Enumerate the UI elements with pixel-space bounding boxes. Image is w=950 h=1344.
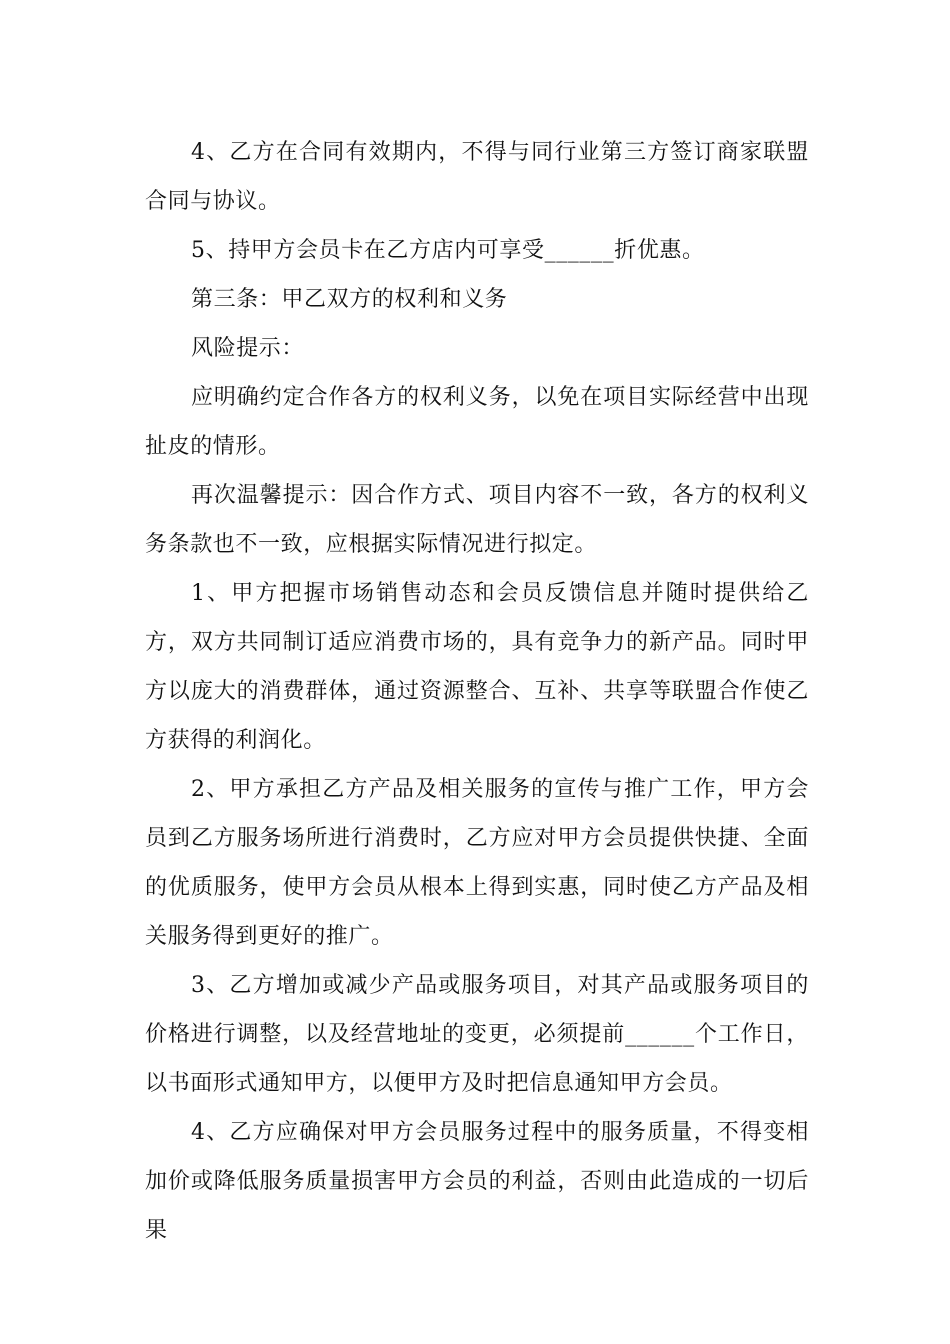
paragraph-text-after-blank: 折优惠。 bbox=[614, 238, 705, 263]
risk-notice-label bbox=[145, 324, 809, 373]
paragraph-text: 再次温馨提示：因合作方式、项目内容不一致，各方的权利义务条款也不一致，应根据实际情况进行拟定。 bbox=[145, 483, 809, 557]
paragraph-text: 5、持甲方会员卡在乙方店内可享受 bbox=[191, 238, 545, 263]
risk-notice-body bbox=[145, 373, 809, 471]
paragraph-text: 4、乙方在合同有效期内，不得与同行业第三方签订商家联盟合同与协议。 bbox=[145, 140, 809, 214]
paragraph-right-3 bbox=[145, 961, 809, 1108]
paragraph-clause-4-no-competitor bbox=[145, 128, 809, 226]
paragraph-right-4 bbox=[145, 1108, 809, 1255]
paragraph-text: 应明确约定合作各方的权利义务，以免在项目实际经营中出现扯皮的情形。 bbox=[145, 385, 809, 459]
risk-notice-text: 风险提示： bbox=[191, 336, 305, 361]
paragraph-right-2 bbox=[145, 765, 809, 961]
document-body bbox=[145, 128, 809, 1255]
paragraph-text: 1、甲方把握市场销售动态和会员反馈信息并随时提供给乙方，双方共同制订适应消费市场的，具有竞争力的新产品。同时甲方以庞大的消费群体，通过资源整合、互补、共享等联盟合作使乙方获得的利润化。 bbox=[145, 581, 809, 753]
fill-in-blank-workdays: ______ bbox=[625, 1022, 695, 1047]
section-heading-article-3 bbox=[145, 275, 809, 324]
paragraph-text-after-blank: 个工作日，以书面形式通知甲方，以便甲方及时把信息通知甲方会员。 bbox=[145, 1022, 809, 1096]
warm-reminder-paragraph bbox=[145, 471, 809, 569]
fill-in-blank-discount: ______ bbox=[544, 238, 615, 263]
section-heading-text: 第三条：甲乙双方的权利和义务 bbox=[191, 287, 508, 312]
paragraph-text: 4、乙方应确保对甲方会员服务过程中的服务质量，不得变相加价或降低服务质量损害甲方会员的利益，否则由此造成的一切后果 bbox=[145, 1120, 809, 1243]
paragraph-right-1 bbox=[145, 569, 809, 765]
paragraph-text: 3、乙方增加或减少产品或服务项目，对其产品或服务项目的价格进行调整，以及经营地址的变更，必须提前 bbox=[145, 973, 809, 1047]
paragraph-text: 2、甲方承担乙方产品及相关服务的宣传与推广工作，甲方会员到乙方服务场所进行消费时，乙方应对甲方会员提供快捷、全面的优质服务，使甲方会员从根本上得到实惠，同时使乙方产品及相关服务得到更好的推广。 bbox=[145, 777, 809, 949]
paragraph-clause-5-discount bbox=[145, 226, 809, 275]
